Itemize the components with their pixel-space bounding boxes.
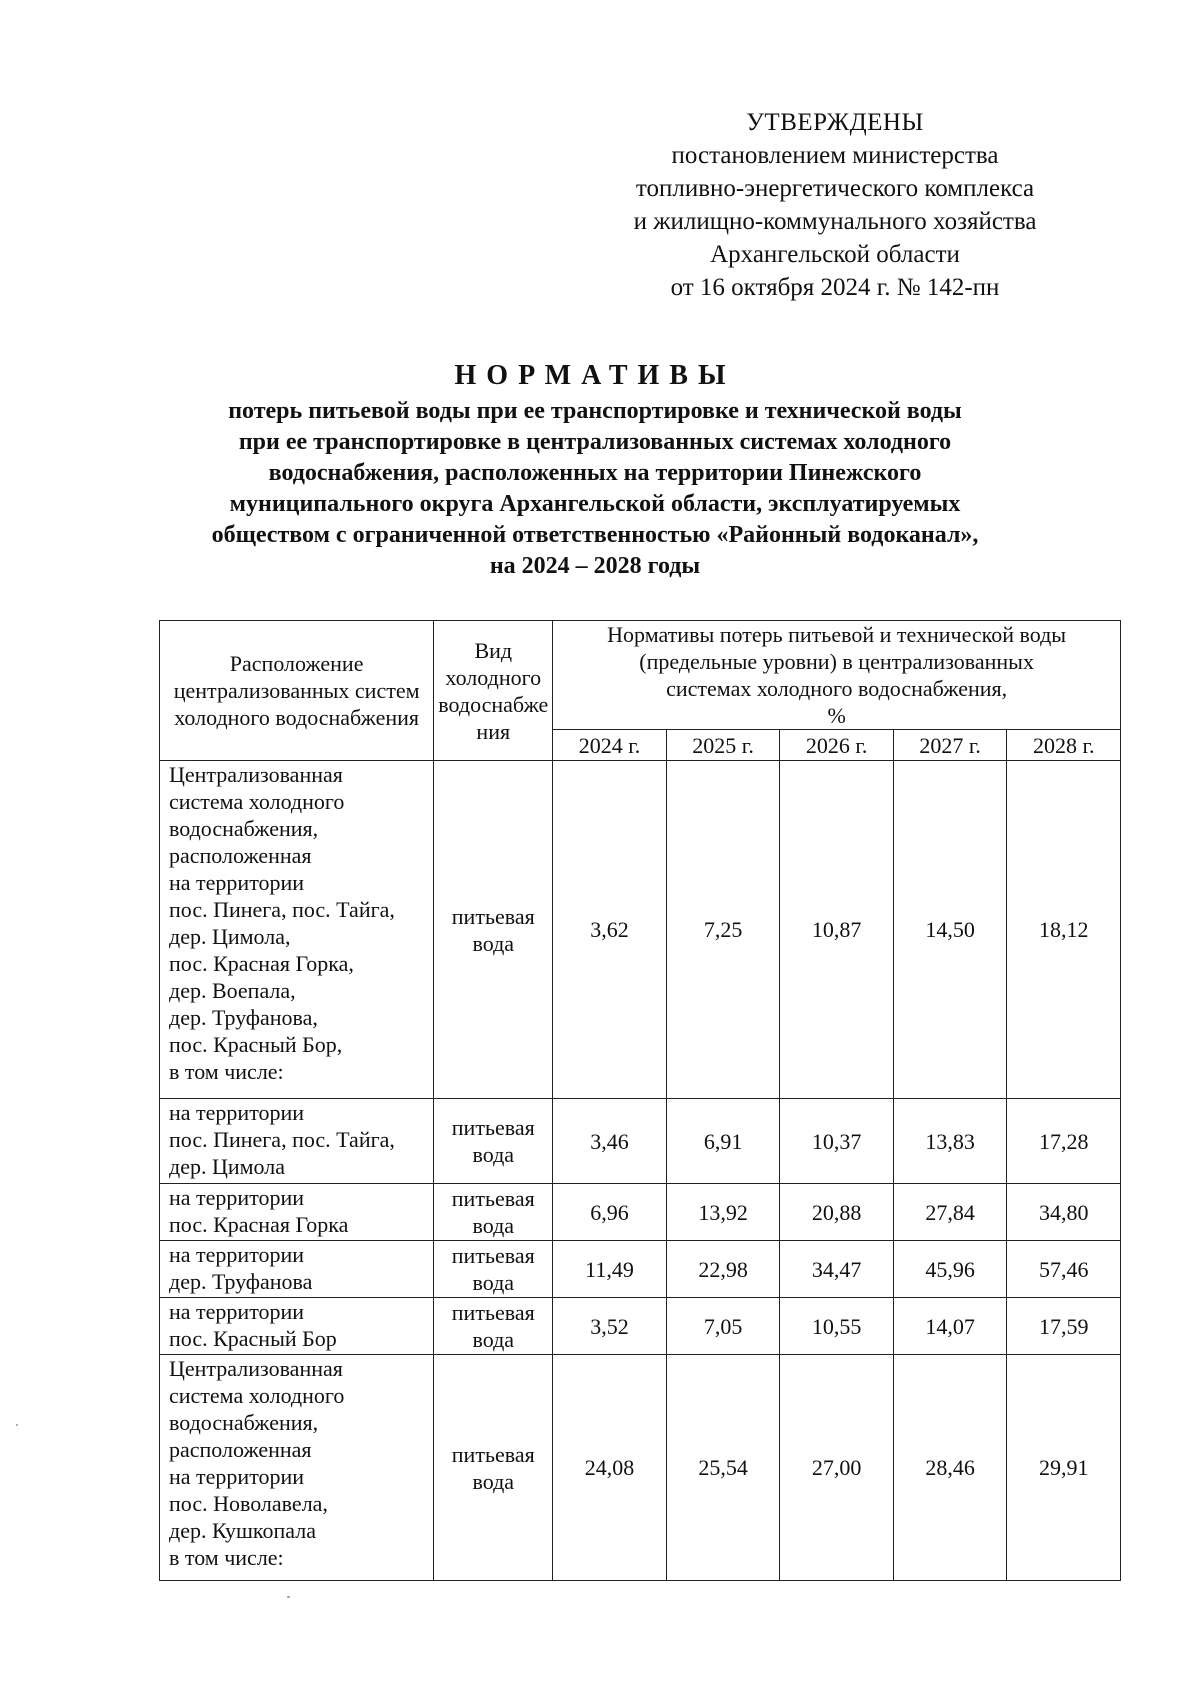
row-location: Централизованная система холодного водоснабжения, расположенная на территории пос. Пинега, пос. Тайга, дер. Цимола, пос. Красная Горка, дер. Воепала, дер. Труфанова, пос. Красный Бор, в том числе: <box>160 761 434 1099</box>
row-value: 7,25 <box>666 761 780 1099</box>
scan-speck <box>16 1424 18 1426</box>
approval-line: постановлением министерства <box>671 142 999 169</box>
approval-date: от 16 октября 2024 г. № 142-пн <box>670 274 1000 301</box>
row-value: 27,84 <box>893 1184 1007 1241</box>
header-year: 2027 г. <box>893 730 1007 761</box>
row-type: питьевая вода <box>434 761 553 1099</box>
row-value: 14,50 <box>893 761 1007 1099</box>
row-value: 18,12 <box>1007 761 1121 1099</box>
header-norms: Нормативы потерь питьевой и технической воды (предельные уровни) в централизованных системах холодного водоснабжения, % <box>553 621 1121 730</box>
title-line: при ее транспортировке в централизованных системах холодного <box>238 429 952 455</box>
approval-stamp <box>610 106 1060 304</box>
document-title <box>140 358 1050 582</box>
row-value: 28,46 <box>893 1355 1007 1581</box>
row-value: 17,28 <box>1007 1099 1121 1184</box>
row-value: 3,52 <box>553 1298 667 1355</box>
row-location: на территории дер. Труфанова <box>160 1241 434 1298</box>
table-row <box>160 1241 1121 1298</box>
row-value: 3,62 <box>553 761 667 1099</box>
row-value: 20,88 <box>780 1184 894 1241</box>
row-value: 34,47 <box>780 1241 894 1298</box>
row-type: питьевая вода <box>434 1298 553 1355</box>
table-row <box>160 1298 1121 1355</box>
title-line: муниципального округа Архангельской области, эксплуатируемых <box>229 491 961 517</box>
header-year: 2024 г. <box>553 730 667 761</box>
title-line: на 2024 – 2028 годы <box>489 553 701 579</box>
row-value: 29,91 <box>1007 1355 1121 1581</box>
row-value: 3,46 <box>553 1099 667 1184</box>
row-value: 17,59 <box>1007 1298 1121 1355</box>
row-value: 24,08 <box>553 1355 667 1581</box>
row-location: на территории пос. Пинега, пос. Тайга, дер. Цимола <box>160 1099 434 1184</box>
row-value: 22,98 <box>666 1241 780 1298</box>
row-value: 45,96 <box>893 1241 1007 1298</box>
title-line: потерь питьевой воды при ее транспортировке и технической воды <box>228 398 962 424</box>
row-value: 10,87 <box>780 761 894 1099</box>
row-value: 13,83 <box>893 1099 1007 1184</box>
row-value: 14,07 <box>893 1298 1007 1355</box>
title-line: водоснабжения, расположенных на территории Пинежского <box>268 460 922 486</box>
approval-line: топливно-энергетического комплекса <box>635 175 1035 202</box>
row-location: на территории пос. Красная Горка <box>160 1184 434 1241</box>
row-type: питьевая вода <box>434 1241 553 1298</box>
table-header-row <box>160 621 1121 730</box>
approval-heading: УТВЕРЖДЕНЫ <box>746 109 924 136</box>
approval-line: Архангельской области <box>710 241 960 268</box>
row-location: на территории пос. Красный Бор <box>160 1298 434 1355</box>
row-value: 7,05 <box>666 1298 780 1355</box>
title-line: обществом с ограниченной ответственностью «Районный водоканал», <box>211 522 979 548</box>
row-value: 10,55 <box>780 1298 894 1355</box>
row-type: питьевая вода <box>434 1099 553 1184</box>
row-value: 6,91 <box>666 1099 780 1184</box>
row-value: 57,46 <box>1007 1241 1121 1298</box>
table-row <box>160 1099 1121 1184</box>
header-type: Вид холодного водоснабже ния <box>434 621 553 761</box>
header-year: 2028 г. <box>1007 730 1121 761</box>
header-location: Расположение централизованных систем холодного водоснабжения <box>160 621 434 761</box>
header-year: 2026 г. <box>780 730 894 761</box>
table-row <box>160 761 1121 1099</box>
row-type: питьевая вода <box>434 1355 553 1581</box>
row-value: 25,54 <box>666 1355 780 1581</box>
title-main: НОРМАТИВЫ <box>454 360 736 391</box>
row-type: питьевая вода <box>434 1184 553 1241</box>
table-row <box>160 1184 1121 1241</box>
row-value: 6,96 <box>553 1184 667 1241</box>
row-value: 11,49 <box>553 1241 667 1298</box>
row-value: 13,92 <box>666 1184 780 1241</box>
row-location: Централизованная система холодного водоснабжения, расположенная на территории пос. Новолавела, дер. Кушкопала в том числе: <box>160 1355 434 1581</box>
row-value: 34,80 <box>1007 1184 1121 1241</box>
norms-table <box>159 620 1121 1581</box>
table-row <box>160 1355 1121 1581</box>
header-year: 2025 г. <box>666 730 780 761</box>
scan-speck <box>287 1596 290 1598</box>
row-value: 10,37 <box>780 1099 894 1184</box>
approval-line: и жилищно-коммунального хозяйства <box>633 208 1037 235</box>
row-value: 27,00 <box>780 1355 894 1581</box>
